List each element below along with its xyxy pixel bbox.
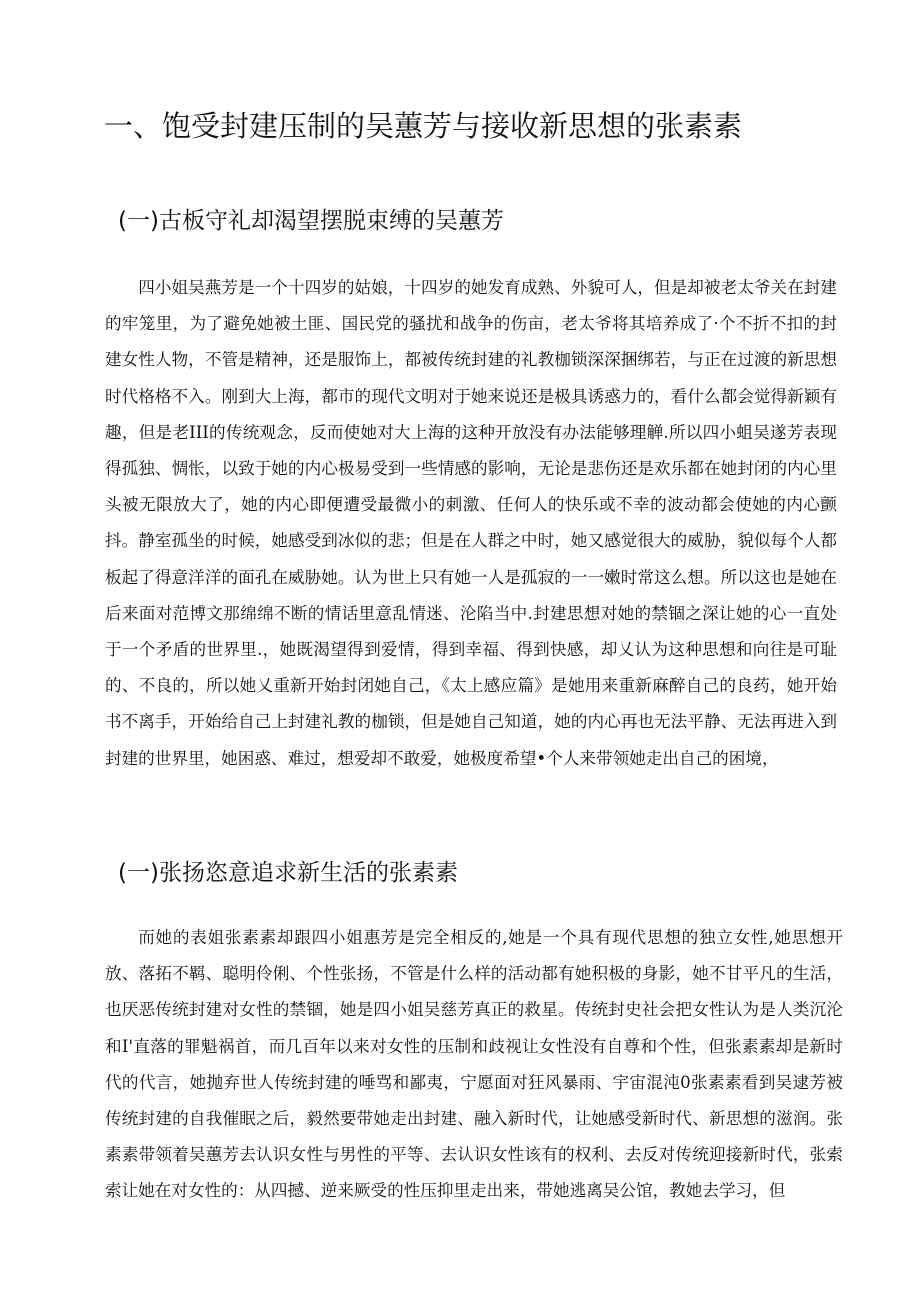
section-heading-zhang-susu: (一)张扬恣意追求新生活的张素素 [118, 860, 458, 886]
body-paragraph-wu-huifang: 四小姐吴燕芳是一个十四岁的姑娘，十四岁的她发育成熟、外貌可人，但是却被老太爷关在封建的牢笼里，为了避免她被土匪、国民党的骚扰和战争的伤亩，老太爷将其培养成了·个不折不扣的封建女性人物，不管是精神，还是服饰上，都被传统封建的礼教枷锁深深捆绑若，与正在过渡的新思想时代格格不入。刚到大上海，都市的现代文明对于她来说还是极具诱惑力的，看什么都会觉得新颖有趣，但是老III的传统观念，反而使她对大上海的这种开放没有办法能够理觯.所以四小蛆吴遂芳表现得孤独、惆怅，以致于她的内心极易受到一些情感的影响，无论是悲伤还是欢乐都在她封闭的内心里头被无限放大了，她的内心即便遭受最微小的刺激、任何人的快乐或不幸的波动都会使她的内心颤抖。静室孤坐的时候，她感受到冰似的悲；但是在人群之中时，她又感觉很大的威胁，貌似每个人都板起了得意洋洋的面孔在威胁她。认为世上只有她一人是孤寂的一一嫩时常这么想。所以这也是她在后来面对范博文那绵绵不断的情话里意乱情迷、沦陷当中.封建思想对她的禁锢之深让她的心一直处于一个矛盾的世界里.，她既渴望得到爱情，得到幸福、得到快感，却乂认为这种思想和向往是可耻的、不良的，所以她乂重新开始封闭她自己，《太上感应篇》是她用来重新麻醉自己的良药，她开始书不离手，开始给自己上封建礼教的枷锁，但是她自己知道，她的内心再也无法平静、无法再进入到封建的世界里，她困惑、难过，想爱却不敢爱，她极度希望•个人来带领她走出自己的困境， [105, 278, 837, 768]
section-heading-wu-huifang: (一)古板守礼却渴望摆脱束缚的吴蕙芳 [118, 208, 504, 234]
main-heading: 一、饱受封建压制的吴蕙芳与接收新思想的张素素 [104, 109, 743, 143]
body-paragraph-zhang-susu: 而她的表姐张素素却跟四小姐惠芳是完全相反的,她是一个具有现代思想的独立女性,她思想开放、落拓不羁、聪明伶俐、个性张扬，不管是什么样的活动都有她积极的身影，她不甘平凡的生活，也厌恶传统封建对女性的禁锢，她是四小姐吴慈芳真正的救星。传统封史社会把女性认为是人类沉沦和I'直落的罪魁祸首，而几百年以来对女性的压制和歧视让女性没有自尊和个性，但张素素却是新时代的代言，她抛弃世人传统封建的唾骂和鄙夷，宁愿面对狂风暴雨、宇宙混沌0张素素看到吴逮芳被传统封建的自我催眠之后，毅然要带她走出封建、融入新时代，让她感受新时代、新思想的滋润。张素素带领着吴蕙芳去认识女性与男性的平等、去认识女性该有的权利、去反对传统迎接新时代，张索索让她在对女性的：从四撼、逆来厥受的性压抑里走出来，带她逃离吴公馆，教她去学习，但 [105, 928, 843, 1201]
